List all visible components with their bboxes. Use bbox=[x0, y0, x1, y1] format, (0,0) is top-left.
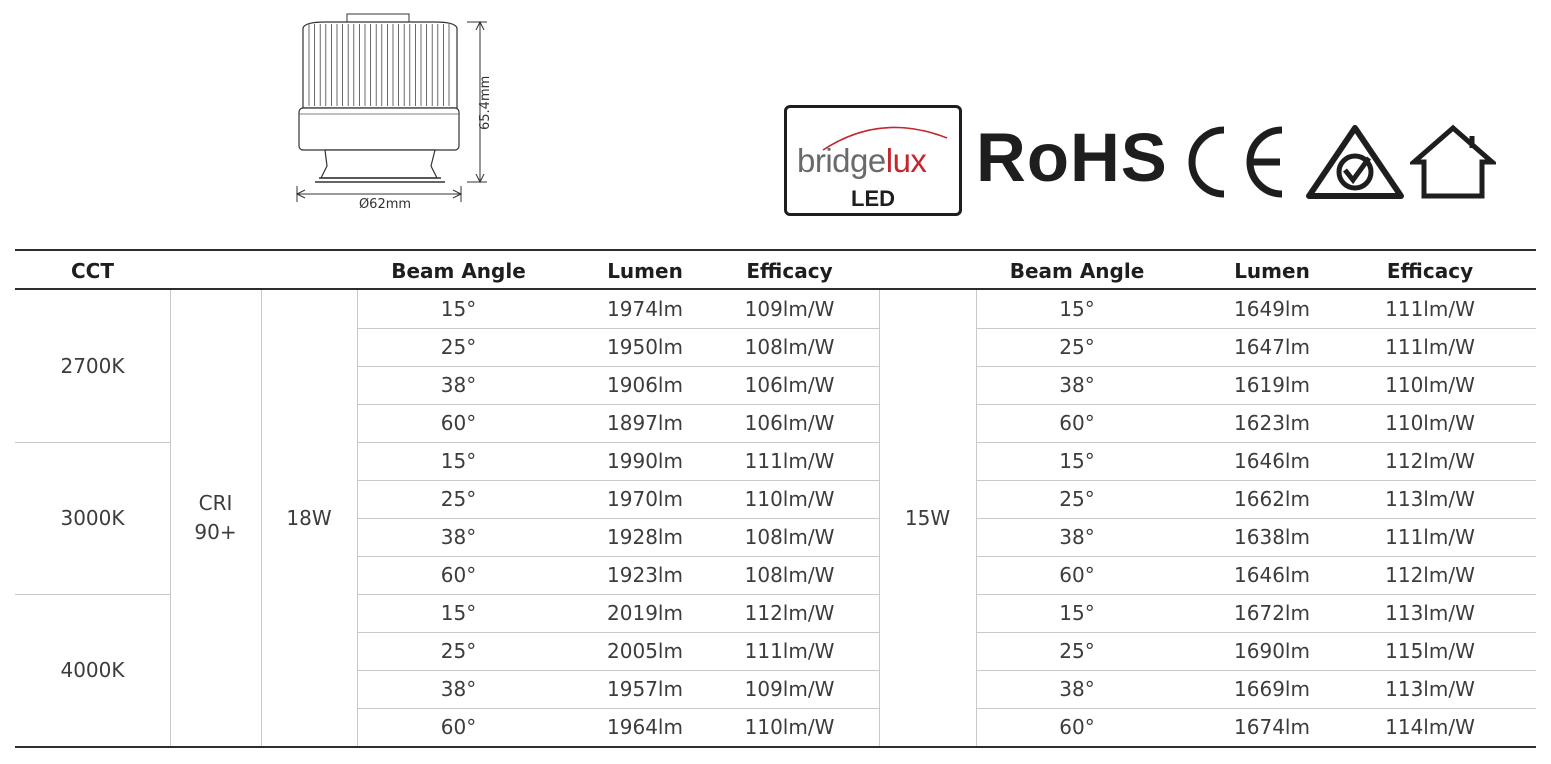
efficacy-cell: 106lm/W bbox=[744, 373, 835, 397]
rohs-mark: RoHS bbox=[976, 119, 1168, 196]
beam-angle-cell: 38° bbox=[440, 677, 477, 701]
rcm-check-icon bbox=[1305, 124, 1405, 200]
efficacy-cell-2: 113lm/W bbox=[1385, 677, 1475, 701]
beam-angle-cell-2: 60° bbox=[1059, 411, 1095, 435]
header-efficacy: Efficacy bbox=[746, 259, 833, 283]
beam-angle-cell: 60° bbox=[440, 411, 477, 435]
header-beam-angle-2: Beam Angle bbox=[1009, 259, 1145, 283]
lumen-cell: 1974lm bbox=[607, 297, 683, 321]
lumen-cell-2: 1646lm bbox=[1234, 563, 1310, 587]
cri-line: CRI bbox=[198, 491, 233, 515]
lumen-cell-2: 1672lm bbox=[1234, 601, 1310, 625]
bridgelux-wordmark: bridgelux bbox=[797, 142, 927, 179]
lumen-cell-2: 1662lm bbox=[1234, 487, 1310, 511]
power-15w-cell: 15W bbox=[904, 506, 951, 530]
beam-angle-cell: 25° bbox=[440, 487, 477, 511]
beam-angle-cell: 15° bbox=[440, 449, 477, 473]
header-beam-angle: Beam Angle bbox=[391, 259, 526, 283]
lumen-cell: 1950lm bbox=[607, 335, 683, 359]
cri-line: 90+ bbox=[194, 520, 237, 544]
lumen-cell-2: 1638lm bbox=[1234, 525, 1310, 549]
beam-angle-cell-2: 60° bbox=[1059, 715, 1095, 739]
lumen-cell: 2019lm bbox=[607, 601, 683, 625]
efficacy-cell: 110lm/W bbox=[744, 487, 835, 511]
beam-angle-cell-2: 38° bbox=[1059, 525, 1095, 549]
efficacy-cell: 112lm/W bbox=[744, 601, 835, 625]
beam-angle-cell-2: 25° bbox=[1059, 487, 1095, 511]
lumen-cell-2: 1647lm bbox=[1234, 335, 1310, 359]
efficacy-cell: 109lm/W bbox=[744, 677, 835, 701]
height-dimension-label: 65.4mm bbox=[478, 75, 493, 130]
beam-angle-cell-2: 38° bbox=[1059, 373, 1095, 397]
efficacy-cell-2: 111lm/W bbox=[1385, 297, 1475, 321]
lumen-cell: 1928lm bbox=[607, 525, 683, 549]
lumen-cell-2: 1674lm bbox=[1234, 715, 1310, 739]
efficacy-cell-2: 110lm/W bbox=[1385, 411, 1475, 435]
efficacy-cell: 108lm/W bbox=[744, 525, 835, 549]
efficacy-cell-2: 115lm/W bbox=[1385, 639, 1475, 663]
specification-table bbox=[15, 249, 1536, 746]
cct-cell: 2700K bbox=[60, 354, 125, 378]
efficacy-cell-2: 112lm/W bbox=[1385, 449, 1475, 473]
ce-mark-icon bbox=[1186, 124, 1294, 200]
efficacy-cell-2: 113lm/W bbox=[1385, 487, 1475, 511]
lumen-cell-2: 1623lm bbox=[1234, 411, 1310, 435]
lumen-cell-2: 1669lm bbox=[1234, 677, 1310, 701]
cri-cell bbox=[170, 290, 261, 746]
beam-angle-cell: 25° bbox=[440, 639, 477, 663]
beam-angle-cell-2: 15° bbox=[1059, 449, 1095, 473]
lumen-cell-2: 1649lm bbox=[1234, 297, 1310, 321]
table-bottom-rule bbox=[15, 746, 1536, 748]
efficacy-cell: 106lm/W bbox=[744, 411, 835, 435]
power-18w-cell: 18W bbox=[286, 506, 332, 530]
efficacy-cell: 110lm/W bbox=[744, 715, 835, 739]
efficacy-cell: 111lm/W bbox=[744, 449, 835, 473]
efficacy-cell: 108lm/W bbox=[744, 563, 835, 587]
bridgelux-led-label: LED bbox=[851, 186, 895, 211]
diameter-dimension-label: Ø62mm bbox=[358, 197, 412, 212]
lumen-cell-2: 1619lm bbox=[1234, 373, 1310, 397]
lumen-cell: 2005lm bbox=[607, 639, 683, 663]
lumen-cell: 1970lm bbox=[607, 487, 683, 511]
lumen-cell: 1990lm bbox=[607, 449, 683, 473]
cct-group-divider bbox=[15, 442, 170, 443]
header-cct: CCT bbox=[71, 259, 114, 283]
beam-angle-cell: 38° bbox=[440, 525, 477, 549]
beam-angle-cell-2: 15° bbox=[1059, 297, 1095, 321]
cct-group-divider bbox=[15, 594, 170, 595]
beam-angle-cell: 25° bbox=[440, 335, 477, 359]
lumen-cell: 1906lm bbox=[607, 373, 683, 397]
beam-angle-cell-2: 15° bbox=[1059, 601, 1095, 625]
header-lumen-2: Lumen bbox=[1234, 259, 1310, 283]
efficacy-cell-2: 111lm/W bbox=[1385, 525, 1475, 549]
lumen-cell: 1897lm bbox=[607, 411, 683, 435]
efficacy-cell-2: 111lm/W bbox=[1385, 335, 1475, 359]
beam-angle-cell-2: 60° bbox=[1059, 563, 1095, 587]
beam-angle-cell: 15° bbox=[440, 297, 477, 321]
beam-angle-cell-2: 25° bbox=[1059, 335, 1095, 359]
header-lumen: Lumen bbox=[607, 259, 683, 283]
efficacy-cell-2: 114lm/W bbox=[1385, 715, 1475, 739]
cct-cell: 3000K bbox=[60, 506, 125, 530]
cct-cell: 4000K bbox=[60, 658, 125, 682]
beam-angle-cell: 60° bbox=[440, 563, 477, 587]
efficacy-cell-2: 113lm/W bbox=[1385, 601, 1475, 625]
header-efficacy-2: Efficacy bbox=[1386, 259, 1474, 283]
bridgelux-led-logo bbox=[784, 105, 962, 216]
lumen-cell: 1957lm bbox=[607, 677, 683, 701]
beam-angle-cell-2: 25° bbox=[1059, 639, 1095, 663]
beam-angle-cell-2: 38° bbox=[1059, 677, 1095, 701]
efficacy-cell-2: 110lm/W bbox=[1385, 373, 1475, 397]
efficacy-cell: 108lm/W bbox=[744, 335, 835, 359]
efficacy-cell: 111lm/W bbox=[744, 639, 835, 663]
beam-angle-cell: 38° bbox=[440, 373, 477, 397]
lumen-cell-2: 1646lm bbox=[1234, 449, 1310, 473]
beam-angle-cell: 60° bbox=[440, 715, 477, 739]
indoor-house-icon bbox=[1410, 124, 1496, 200]
lumen-cell: 1923lm bbox=[607, 563, 683, 587]
beam-angle-cell: 15° bbox=[440, 601, 477, 625]
efficacy-cell: 109lm/W bbox=[744, 297, 835, 321]
lumen-cell: 1964lm bbox=[607, 715, 683, 739]
efficacy-cell-2: 112lm/W bbox=[1385, 563, 1475, 587]
lumen-cell-2: 1690lm bbox=[1234, 639, 1310, 663]
